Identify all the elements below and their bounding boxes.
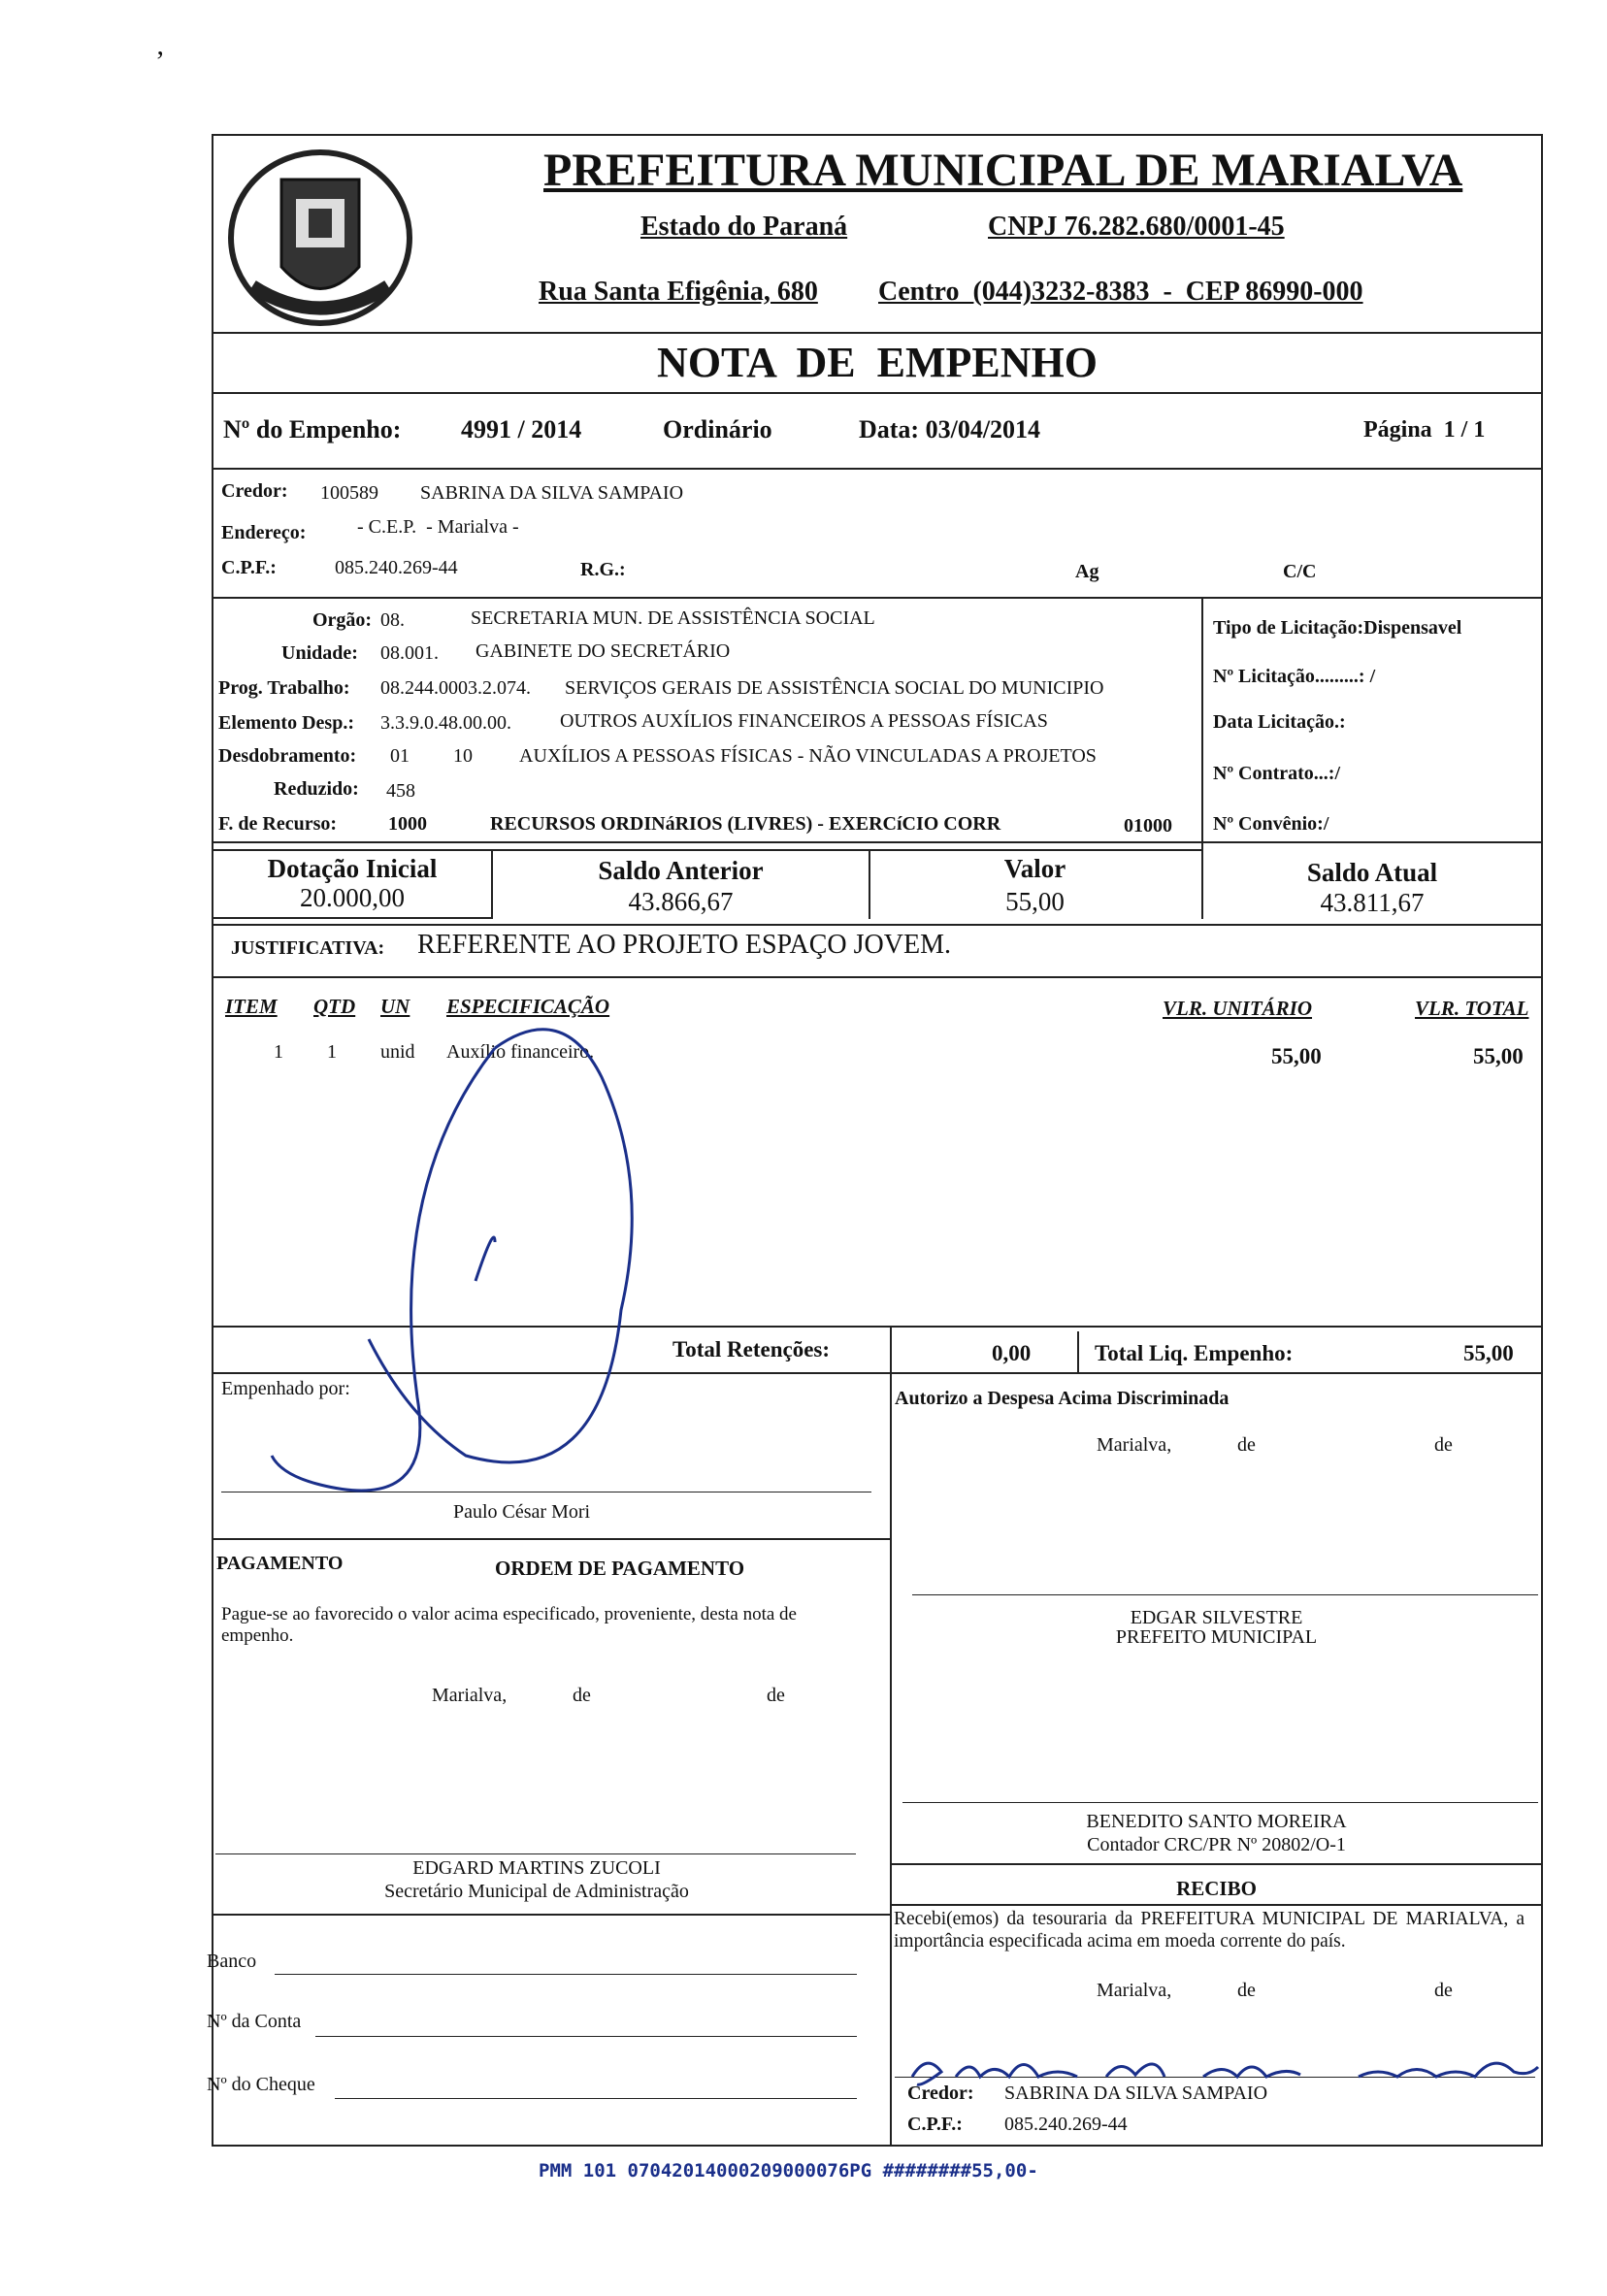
footer-code: PMM 101 07042014000209000076PG ########55,00- (539, 2160, 1038, 2181)
convenio-number: Nº Convênio:/ (1213, 813, 1329, 835)
signature-line (215, 1853, 856, 1854)
prefeito-role: PREFEITO MUNICIPAL (1115, 1626, 1318, 1648)
contador-role: Contador CRC/PR Nº 20802/O-1 (1087, 1834, 1346, 1855)
dotacao-value: 20.000,00 (300, 883, 405, 912)
item-unit-value: 55,00 (1271, 1044, 1322, 1068)
banco-field[interactable] (275, 1974, 857, 1975)
recibo-cpf: 085.240.269-44 (1004, 2114, 1128, 2135)
payment-de-1: de (573, 1685, 591, 1706)
autorizo-de-2: de (1434, 1434, 1453, 1456)
divider (212, 841, 1543, 843)
cheque-field[interactable] (335, 2098, 857, 2099)
state-name: Estado do Paraná (640, 212, 848, 242)
orgao-code: 08. (380, 609, 405, 631)
signature-line (912, 1594, 1538, 1595)
municipality-title: PREFEITURA MUNICIPAL DE MARIALVA (543, 145, 1463, 196)
credor-cpf: 085.240.269-44 (335, 557, 458, 578)
item-total-value: 55,00 (1473, 1044, 1524, 1068)
retencoes-label: Total Retenções: (672, 1337, 831, 1361)
secretario-name: EDGARD MARTINS ZUCOLI (412, 1857, 661, 1879)
payment-place: Marialva, (432, 1685, 508, 1706)
page-number: Página 1 / 1 (1363, 417, 1486, 443)
col-header-unit-value: VLR. UNITÁRIO (1163, 997, 1313, 1020)
pague-text: Pague-se ao favorecido o valor acima especificado, proveniente, desta nota de empenho. (221, 1604, 797, 1646)
divider (1201, 597, 1203, 841)
justificativa-label: JUSTIFICATIVA: (231, 937, 385, 959)
scan-mark: ‚ (155, 29, 165, 61)
reduzido-value: 458 (386, 780, 415, 802)
contract-number: Nº Contrato...:/ (1213, 763, 1341, 784)
municipal-coat-of-arms (223, 141, 417, 335)
banco-label: Banco (207, 1951, 257, 1972)
dotacao-label: Dotação Inicial (267, 854, 438, 883)
elemento-code: 3.3.9.0.48.00.00. (380, 712, 511, 734)
divider (212, 332, 1543, 334)
address-label: Endereço: (221, 522, 307, 543)
divider (212, 924, 1543, 926)
desdobramento-label: Desdobramento: (218, 745, 357, 767)
autorizo-de-1: de (1237, 1434, 1256, 1456)
divider (890, 1863, 1543, 1865)
justificativa-text: REFERENTE AO PROJETO ESPAÇO JOVEM. (417, 930, 951, 960)
pagamento-label: PAGAMENTO (216, 1553, 344, 1574)
liquido-value: 55,00 (1463, 1341, 1514, 1365)
cpf-label: C.P.F.: (221, 557, 277, 578)
contact-info: Centro (044)3232-8383 - CEP 86990-000 (878, 277, 1363, 307)
col-header-spec: ESPECIFICAÇÃO (446, 995, 610, 1018)
credor-code: 100589 (320, 482, 378, 504)
empenho-type: Ordinário (663, 415, 772, 443)
retencoes-value: 0,00 (992, 1341, 1032, 1365)
desdobramento-code2: 10 (453, 745, 473, 767)
reduzido-label: Reduzido: (274, 778, 359, 800)
elemento-name: OUTROS AUXÍLIOS FINANCEIROS A PESSOAS FÍSICAS (560, 710, 1048, 732)
recurso-code: 1000 (388, 813, 427, 835)
item-spec: Auxílio financeiro. (446, 1041, 595, 1063)
item-un: unid (380, 1041, 415, 1063)
item-number: 1 (274, 1041, 283, 1063)
prog-code: 08.244.0003.2.074. (380, 677, 531, 699)
recibo-de-1: de (1237, 1980, 1256, 2001)
empenhado-name: Paulo César Mori (453, 1501, 591, 1523)
divider (212, 468, 1543, 470)
licitacao-date: Data Licitação.: (1213, 711, 1346, 733)
licitacao-type: Tipo de Licitação:Dispensavel (1213, 617, 1462, 639)
credor-label: Credor: (221, 480, 288, 502)
handwritten-signature-credor (902, 2048, 1543, 2096)
divider (212, 976, 1543, 978)
valor-value: 55,00 (1005, 887, 1065, 916)
autorizo-text: Autorizo a Despesa Acima Discriminada (895, 1388, 1230, 1409)
col-header-item: ITEM (225, 995, 278, 1018)
divider (890, 1904, 1543, 1906)
cheque-label: Nº do Cheque (207, 2074, 315, 2095)
handwritten-signature-empenhado (252, 990, 699, 1533)
saldo-anterior-label: Saldo Anterior (598, 856, 764, 885)
orgao-label: Orgão: (312, 609, 373, 631)
street-address: Rua Santa Efigênia, 680 (539, 277, 818, 307)
recibo-title: RECIBO (1176, 1877, 1257, 1900)
document-title: NOTA DE EMPENHO (657, 339, 1098, 386)
saldo-atual-value: 43.811,67 (1320, 888, 1425, 917)
elemento-label: Elemento Desp.: (218, 712, 354, 734)
unidade-name: GABINETE DO SECRETÁRIO (476, 640, 731, 662)
prog-name: SERVIÇOS GERAIS DE ASSISTÊNCIA SOCIAL DO MUNICIPIO (565, 677, 1104, 699)
secretario-role: Secretário Municipal de Administração (384, 1881, 689, 1902)
empenho-label: Nº do Empenho: (223, 415, 402, 443)
recurso-label: F. de Recurso: (218, 813, 338, 835)
divider (212, 392, 1543, 394)
credor-address: - C.E.P. - Marialva - (357, 516, 519, 538)
item-qtd: 1 (327, 1041, 337, 1063)
recibo-credor-name: SABRINA DA SILVA SAMPAIO (1004, 2083, 1268, 2104)
contador-name: BENEDITO SANTO MOREIRA (1086, 1811, 1347, 1832)
licitacao-number: Nº Licitação.........: / (1213, 666, 1376, 687)
divider (212, 597, 1543, 599)
unidade-label: Unidade: (281, 642, 358, 664)
col-header-qtd: QTD (313, 995, 356, 1018)
prefeito-name: EDGAR SILVESTRE (1130, 1607, 1303, 1628)
autorizo-place: Marialva, (1097, 1434, 1172, 1456)
cc-label: C/C (1283, 561, 1317, 582)
recibo-text: Recebi(emos) da tesouraria da PREFEITURA MUNICIPAL DE MARIALVA, a importância especificada acima em moeda corrente do país. (894, 1909, 1525, 1952)
empenhado-label: Empenhado por: (221, 1378, 350, 1399)
liquido-label: Total Liq. Empenho: (1095, 1341, 1294, 1365)
divider (212, 1914, 890, 1916)
rg-label: R.G.: (580, 559, 626, 580)
recibo-de-2: de (1434, 1980, 1453, 2001)
empenho-number: 4991 / 2014 (461, 415, 582, 443)
cnpj: CNPJ 76.282.680/0001-45 (988, 212, 1285, 242)
saldo-anterior-value: 43.866,67 (628, 887, 734, 916)
ag-label: Ag (1075, 561, 1099, 582)
divider (1077, 1331, 1079, 1372)
signature-line (902, 1802, 1538, 1803)
divider (890, 1372, 892, 2147)
recurso-name: RECURSOS ORDINáRIOS (LIVRES) - EXERCíCIO CORR (490, 813, 1001, 835)
recurso-code2: 01000 (1124, 815, 1172, 836)
orgao-name: SECRETARIA MUN. DE ASSISTÊNCIA SOCIAL (471, 607, 875, 629)
conta-field[interactable] (315, 2036, 857, 2037)
col-header-un: UN (380, 995, 410, 1018)
payment-de-2: de (767, 1685, 785, 1706)
unidade-code: 08.001. (380, 642, 439, 664)
credor-name: SABRINA DA SILVA SAMPAIO (420, 482, 684, 504)
divider (890, 1326, 892, 1372)
conta-label: Nº da Conta (207, 2011, 302, 2032)
prog-label: Prog. Trabalho: (218, 677, 350, 699)
valor-label: Valor (1003, 854, 1066, 883)
recibo-place: Marialva, (1097, 1980, 1172, 2001)
recibo-cpf-label: C.P.F.: (907, 2114, 963, 2135)
saldo-atual-label: Saldo Atual (1306, 858, 1438, 887)
col-header-total-value: VLR. TOTAL (1415, 997, 1529, 1020)
desdobramento-name: AUXÍLIOS A PESSOAS FÍSICAS - NÃO VINCULADAS A PROJETOS (519, 745, 1097, 767)
recibo-credor-label: Credor: (907, 2083, 974, 2104)
ordem-pagamento-label: ORDEM DE PAGAMENTO (495, 1557, 745, 1580)
divider (212, 1538, 890, 1540)
divider (493, 849, 1201, 851)
desdobramento-code1: 01 (390, 745, 410, 767)
empenho-date: Data: 03/04/2014 (859, 415, 1041, 443)
